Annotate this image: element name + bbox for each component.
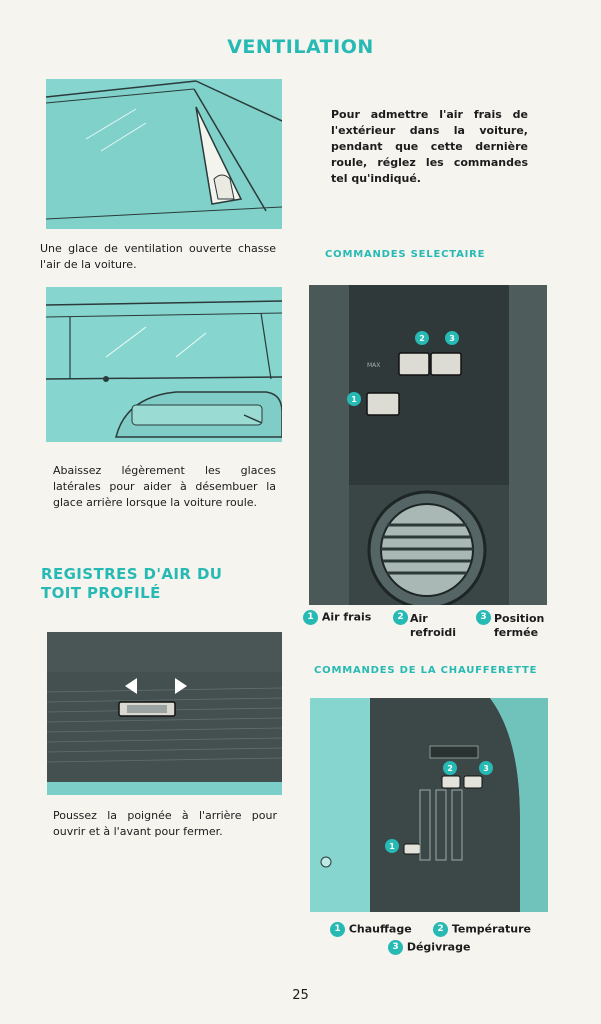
svg-text:3: 3	[449, 334, 455, 343]
legend1-item-1	[303, 610, 383, 625]
heater-controls-photo	[310, 698, 548, 912]
page-title: VENTILATION	[227, 36, 374, 58]
legend2-label-2: Température	[451, 922, 531, 936]
number-badge-3: 3	[388, 940, 403, 955]
number-badge-2: 2	[393, 610, 408, 625]
legend2-item-3	[388, 940, 488, 955]
roof-vents-heading: REGISTRES D'AIR DU TOIT PROFILÉ	[41, 565, 223, 602]
side-windows-illustration	[46, 287, 282, 442]
legend2-label-1: Chauffage	[348, 922, 412, 936]
number-badge-2: 2	[433, 922, 448, 937]
svg-text:1: 1	[351, 395, 357, 404]
selectaire-heading: COMMANDES SELECTAIRE	[325, 249, 486, 260]
svg-text:MAX: MAX	[367, 362, 381, 369]
legend1-label-1: Air frais	[321, 610, 372, 624]
svg-text:2: 2	[447, 764, 453, 773]
vent-window-caption: Une glace de ventilation ouverte chasse l'air de la voiture.	[40, 242, 276, 271]
heater-controls-heading: COMMANDES DE LA CHAUFFERETTE	[314, 665, 538, 676]
vent-window-illustration	[46, 79, 282, 229]
side-windows-caption: Abaissez légèrement les glaces latérales pour aider à désembuer la glace arrière lorsque la voiture roule.	[53, 464, 276, 509]
number-badge-3: 3	[476, 610, 491, 625]
roof-vent-caption: Poussez la poignée à l'arrière pour ouvrir et à l'avant pour fermer.	[53, 809, 277, 838]
svg-text:1: 1	[389, 842, 395, 851]
page-number: 25	[292, 988, 309, 1003]
roof-vent-photo	[47, 632, 282, 795]
legend2-item-2	[433, 922, 543, 937]
svg-text:2: 2	[419, 334, 425, 343]
legend2-label-3: Dégivrage	[406, 940, 471, 954]
legend1-label-3: Position fermée	[494, 612, 545, 639]
number-badge-1: 1	[330, 922, 345, 937]
legend1-label-2: Air refroidi	[410, 612, 457, 639]
legend2-item-1	[330, 922, 430, 937]
selectaire-controls-photo	[309, 285, 547, 605]
legend1-item-3	[476, 610, 496, 625]
number-badge-1: 1	[303, 610, 318, 625]
svg-text:3: 3	[483, 764, 489, 773]
intro-paragraph: Pour admettre l'air frais de l'extérieur dans la voiture, pendant que cette dernière roule, réglez les commandes tel qu'indiqué.	[331, 108, 528, 185]
